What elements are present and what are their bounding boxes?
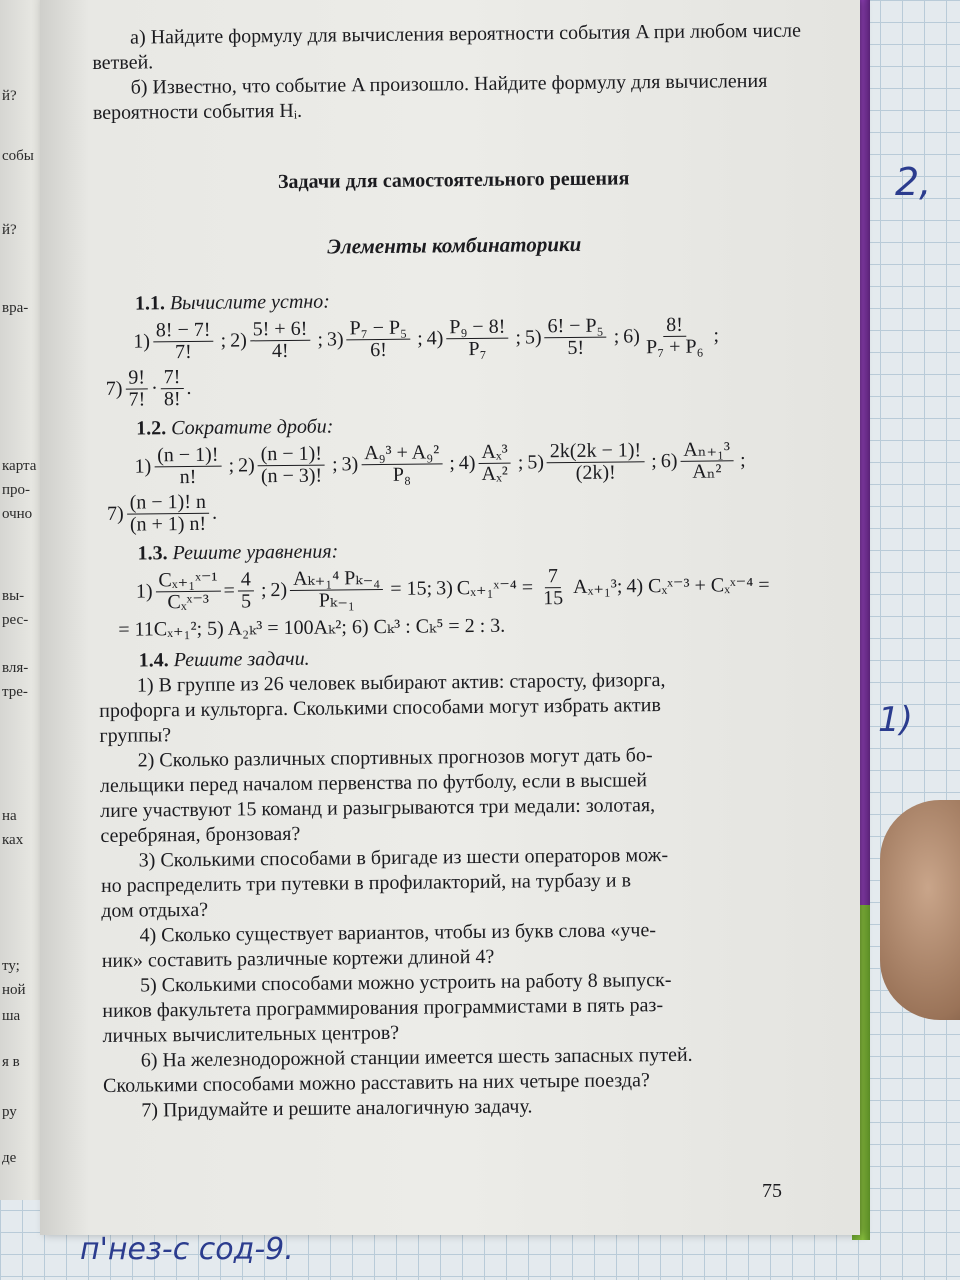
handwriting-right-mid: 1) [878, 700, 913, 740]
fraction [161, 367, 184, 410]
task-1-2-item-7: 7) $\frac{(n - 1)! n}{(n + 1) n!}$ . [106, 490, 218, 536]
denominator: (n + 1) n! [129, 512, 207, 536]
margin-fragment: вра- [2, 300, 29, 316]
book-page [40, 0, 860, 1235]
numerator: (n − 1)! [154, 445, 221, 468]
fraction [250, 319, 311, 363]
fraction [127, 492, 210, 536]
margin-fragment: про- [2, 482, 31, 498]
item-number: 6) [623, 325, 641, 348]
problem-line: дом отдыха? [101, 898, 209, 922]
page-number: 75 [762, 1180, 782, 1202]
denominator: 5! [567, 336, 585, 360]
numerator: (n − 1)! n [127, 492, 209, 515]
margin-fragment: ной [2, 982, 26, 998]
margin-fragment: вы- [2, 588, 25, 604]
fraction [361, 442, 442, 486]
problem-line: но распределить три путевки в профилакторий, на турбазу и в [100, 869, 632, 897]
fraction [346, 318, 410, 362]
task-1-2-formulas: 1) $\frac{(n - 1)!}{n!}$ ; 2) $\frac{(n - 1)!}{(n - 3)!}$ ; 3) $\frac{\text{A₉³ + A₉²}}{\text{P₈}}$ ; 4) $\frac{\text{Aₓ³}}{\text{Aₓ²}}$ ; 5) $\frac{2k(2k - 1)!}{(2k)!}$ ; 6) $\frac{\text{Aₙ₊₁³}}{\text{Aₙ²}}$ ; [134, 438, 746, 489]
denominator: (n − 3)! [260, 464, 323, 488]
margin-fragment: й? [2, 222, 17, 238]
item-number: 5) [524, 326, 542, 349]
margin-fragment: рес- [2, 612, 29, 628]
fraction [540, 566, 566, 609]
denominator: Cₓˣ⁻³ [167, 590, 210, 614]
problem-line: 4) Сколько существует вариантов, чтобы из букв слова «уче- [139, 919, 657, 947]
fraction [153, 320, 214, 364]
denominator: 6! [370, 338, 387, 362]
numerator: P₉ − 8! [446, 317, 508, 340]
item-number: 2) [270, 578, 288, 602]
handwriting-bottom: п'нез-с сод-9. [80, 1232, 294, 1267]
item-number: 2) [230, 329, 247, 352]
problem-line: группы? [99, 724, 172, 747]
fraction [643, 315, 707, 359]
margin-fragment: тре- [2, 684, 28, 700]
margin-fragment: ту; [2, 958, 20, 974]
numerator: Aₓ³ [478, 442, 510, 464]
task-label: Сократите дроби: [171, 415, 334, 440]
equation-rhs: = 15; [390, 577, 433, 600]
problem-5 [102, 966, 823, 1049]
item-number: 3) [436, 577, 453, 600]
item-number: 1) [135, 580, 153, 603]
task-label: Решите задачи. [173, 647, 310, 672]
intro-item-b: б) Известно, что событие A произошло. Найдите формулу для вычисления вероятности события Hᵢ. [92, 69, 768, 124]
margin-fragment: на [2, 808, 17, 824]
fraction [290, 568, 384, 612]
margin-fragment: ша [2, 1008, 21, 1024]
fraction [125, 367, 148, 410]
denominator: P₇ + P₆ [645, 335, 704, 359]
numerator: (n − 1)! [258, 444, 325, 467]
task-1-3-line-2: = 11Cₓ₊₁²; 5) A₂ₖ³ = 100Aₖ²; 6) Cₖ³ : Cₖ⁵ = 2 : 3. [118, 614, 506, 641]
numerator: 8! − 7! [153, 320, 214, 343]
numerator: Cₓ₊₁ˣ⁻¹ [155, 570, 220, 593]
problem-line: 2) Сколько различных спортивных прогнозов могут дать бо- [137, 744, 653, 772]
numerator: Aₖ₊₁⁴ Pₖ₋₄ [290, 568, 383, 591]
margin-fragment: я в [2, 1054, 20, 1070]
numerator: 7 [545, 566, 561, 588]
numerator: 5! + 6! [250, 319, 311, 342]
problem-line: серебряная, бронзовая? [100, 822, 301, 847]
denominator: 8! [163, 388, 181, 411]
margin-fragment: ках [2, 832, 24, 848]
item-number: 3) [326, 328, 344, 351]
denominator: Aₓ² [481, 462, 508, 485]
fraction [446, 317, 508, 361]
item-number: 5) [527, 451, 545, 474]
fraction [238, 569, 254, 612]
numerator: 9! [125, 367, 148, 389]
task-number: 1.4. [138, 649, 169, 672]
fraction [544, 316, 606, 360]
equation-lhs: Cₓ₊₁ˣ⁻⁴ = [456, 576, 534, 600]
task-number: 1.3. [137, 542, 168, 565]
section-title: Задачи для самостоятельного решения [277, 167, 630, 194]
margin-fragment: де [2, 1150, 17, 1166]
equation-tail: Aₓ₊₁³; [572, 575, 623, 598]
denominator: n! [179, 465, 197, 489]
problem-line: 6) На железнодорожной станции имеется шесть запасных путей. [140, 1043, 693, 1072]
task-1-2-heading [136, 409, 816, 441]
denominator: 4! [271, 339, 289, 363]
page-content [92, 18, 823, 1123]
item-number: 6) [660, 449, 678, 473]
subsection-title: Элементы комбинаторики [327, 231, 582, 259]
denominator: 5 [240, 590, 252, 613]
item-number: 1) [134, 455, 152, 478]
denominator: Pₖ₋₁ [318, 589, 355, 612]
numerator: 8! [663, 315, 686, 337]
problem-2 [100, 741, 821, 849]
fraction [258, 444, 326, 488]
denominator: 7! [174, 340, 192, 364]
equation-item-4: 4) Cₓˣ⁻³ + Cₓˣ⁻⁴ = [626, 573, 770, 598]
denominator: P₈ [392, 463, 412, 486]
task-number: 1.2. [136, 417, 167, 440]
numerator: Aₙ₊₁³ [680, 439, 733, 462]
margin-fragment: ру [2, 1104, 17, 1120]
item-number: 2) [237, 454, 255, 477]
numerator: 7! [161, 367, 184, 389]
numerator: P₇ − P₅ [346, 318, 410, 341]
item-number: 4) [426, 327, 444, 350]
item-number: 7) [105, 377, 123, 400]
problem-line: 5) Сколькими способами можно устроить на работу 8 выпуск- [139, 968, 672, 997]
margin-fragment: вля- [2, 660, 29, 676]
problem-line: ников факультета программирования программистами в пять раз- [102, 994, 664, 1022]
fraction [478, 442, 511, 485]
task-number: 1.1. [134, 292, 166, 315]
denominator: 7! [128, 388, 146, 411]
task-label: Решите уравнения: [172, 540, 339, 565]
numerator: 6! − P₅ [544, 316, 606, 339]
problem-line: 3) Сколькими способами в бригаде из шести операторов мож- [138, 844, 669, 872]
item-number: 7) [106, 502, 124, 525]
item-number: 1) [133, 330, 151, 353]
task-label: Вычислите устно: [169, 290, 331, 315]
problem-6 [103, 1041, 823, 1099]
margin-fragment: собы [2, 148, 34, 164]
problem-line: личных вычислительных центров? [102, 1021, 400, 1047]
numerator: 4 [238, 569, 254, 591]
task-1-1-item-7: 7) $\frac{9!}{7!}$ · $\frac{7!}{8!}$ . [105, 366, 192, 411]
problem-line: 7) Придумайте и решите аналогичную задачу. [141, 1095, 533, 1122]
problem-4 [101, 916, 821, 974]
problem-line: лельщики перед началом первенства по футболу, если в высшей [99, 769, 648, 797]
margin-fragment: карта [2, 458, 37, 474]
problem-3 [101, 841, 822, 924]
problem-1 [99, 666, 820, 749]
intro-item-a: а) Найдите формулу для вычисления вероятности события A при любом числе ветвей. [92, 19, 802, 74]
denominator: (2k)! [575, 461, 616, 484]
item-number: 3) [341, 453, 359, 476]
denominator: 15 [543, 587, 564, 610]
numerator: A₉³ + A₉² [361, 442, 442, 465]
problem-line: профорга и культорга. Сколькими способами могут избрать актив [99, 694, 662, 722]
problem-line: лиге участвуют 15 команд и разыгрываются три медали: золотая, [100, 794, 656, 822]
task-1-1-formulas: 1) $\frac{8! - 7!}{7!}$ ; 2) $\frac{5! + 6!}{4!}$ ; 3) $\frac{\text{P₇ − P₅}}{6!}$ ; 4) $\frac{\text{P₉ − 8!}}{\text{P₇}}$ ; 5) $\frac{\text{6! − P₅}}{5!}$ ; 6) $\frac{8!}{\text{P₇ + P₆}}$ ; [133, 313, 720, 364]
numerator: 2k(2k − 1)! [547, 440, 644, 463]
item-number: 4) [458, 452, 476, 475]
fraction [154, 445, 222, 489]
finger-photo-element [880, 800, 960, 1020]
task-1-3-heading [137, 534, 817, 566]
task-1-3-formulas: 1) $\frac{\text{Cₓ₊₁ˣ⁻¹}}{\text{Cₓˣ⁻³}}$ = $\frac{4}{5}$ ; 2) $\frac{\text{Aₖ₊₁⁴ Pₖ₋₄}}{\text{Pₖ₋₁}}$ = 15; 3) Cₓ₊₁ˣ⁻⁴ = $\frac{7}{15}$ Aₓ₊₁³; 4) Cₓˣ⁻³ + Cₓˣ⁻⁴ = [135, 565, 770, 614]
equals-sign: = [223, 579, 236, 602]
denominator: P₇ [468, 337, 487, 361]
problem-line: Сколькими способами можно расставить на них четыре поезда? [102, 1069, 650, 1097]
task-1-1-heading [135, 284, 815, 316]
fraction [155, 570, 220, 614]
denominator: Aₙ² [692, 460, 722, 483]
fraction [680, 439, 733, 483]
fraction [547, 440, 645, 484]
problem-line: 1) В группе из 26 человек выбирают актив: старосту, физорга, [136, 669, 666, 697]
problem-line: ник» составить различные кортежи длиной 4? [101, 945, 495, 972]
handwriting-top-right: 2, [895, 160, 932, 204]
problem-list [99, 666, 824, 1124]
margin-fragment: й? [2, 88, 17, 104]
margin-fragment: очно [2, 506, 33, 522]
